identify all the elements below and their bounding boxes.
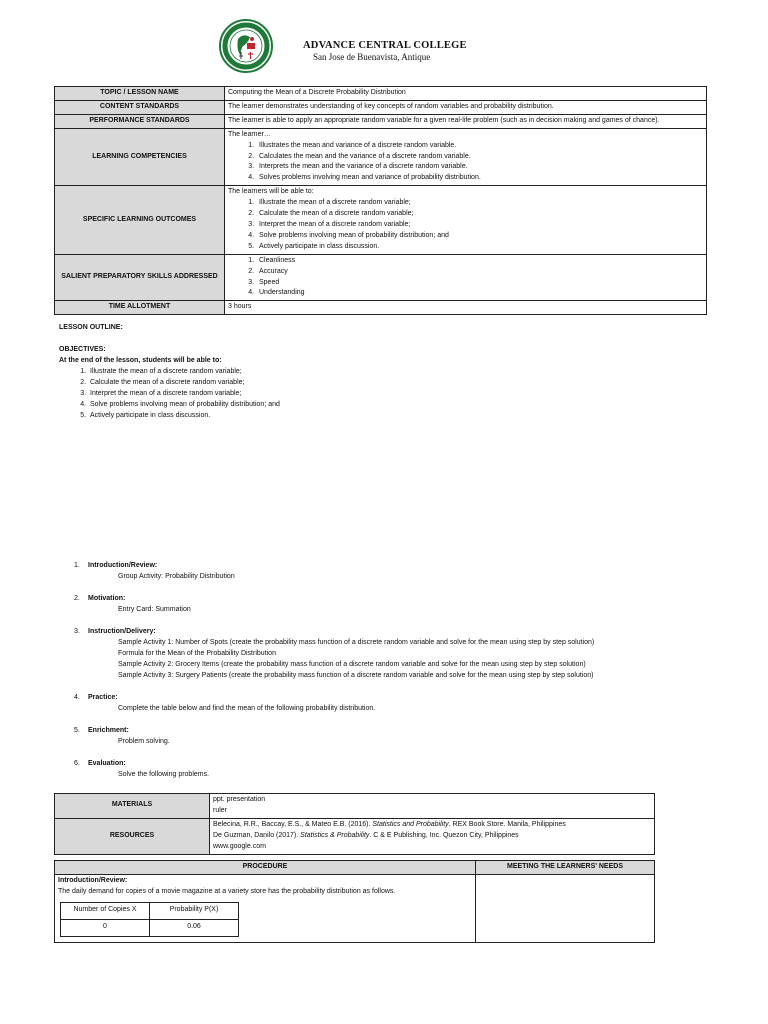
copies-probability-table [60, 902, 239, 937]
resources-value [210, 818, 655, 854]
skills-list [228, 256, 703, 300]
table-row [55, 186, 707, 254]
section-evaluation [74, 759, 210, 781]
content-standards-value: The learner demonstrates understanding of key concepts of random variables and probability distribution. [225, 100, 707, 114]
section-title: Enrichment: [88, 727, 129, 734]
section-title: Introduction/Review: [88, 562, 158, 569]
section-number: 2. [74, 595, 80, 602]
procedure-table [54, 860, 655, 943]
college-name: ADVANCE CENTRAL COLLEGE [303, 40, 467, 51]
competencies-intro: The learner… [228, 130, 271, 138]
section-text: Sample Activity 3: Surgery Patients (create the probability mass function of a discrete random variable and solve for the mean using step by step solution) [118, 671, 594, 679]
list-item: 5. Actively participate in class discussion. [256, 242, 703, 253]
section-number: 4. [74, 694, 80, 701]
section-text: Solve the following problems. [118, 770, 210, 778]
table-row [55, 254, 707, 301]
list-item: 1. Illustrate the mean of a discrete random variable; [88, 367, 280, 378]
specific-outcomes-label: SPECIFIC LEARNING OUTCOMES [55, 186, 225, 254]
learning-competencies-value [225, 128, 707, 186]
objectives-intro: At the end of the lesson, students will be able to: [59, 357, 222, 364]
materials-item: ppt. presentation [213, 796, 266, 803]
table-row [55, 794, 655, 819]
list-item: 2. Calculate the mean of a discrete random variable; [88, 378, 280, 389]
col-header-copies: Number of Copies X [61, 902, 150, 919]
section-title: Instruction/Delivery: [88, 628, 156, 635]
table-row [55, 114, 707, 128]
resources-label: RESOURCES [55, 818, 210, 854]
list-item: 3. Interpret the mean of a discrete random variable; [256, 220, 703, 231]
section-introduction [74, 561, 235, 583]
section-title: Practice: [88, 694, 118, 701]
objectives-list [62, 367, 280, 422]
lesson-outline-title: LESSON OUTLINE: [59, 324, 123, 331]
section-title: Evaluation: [88, 760, 126, 767]
resource-title: Statistics & Probability [300, 831, 370, 839]
list-item: 4. Solve problems involving mean of probability distribution; and [256, 231, 703, 242]
topic-value: Computing the Mean of a Discrete Probability Distribution [225, 87, 707, 101]
procedure-intro-text: The daily demand for copies of a movie magazine at a variety store has the probability distribution as follows. [58, 887, 396, 895]
table-row [55, 128, 707, 186]
section-instruction [74, 627, 595, 682]
time-allotment-label: TIME ALLOTMENT [55, 301, 225, 315]
col-header-probability: Probability P(X) [150, 902, 239, 919]
resource-author: Belecina, R.R., Baccay, E.S., & Mateo E.B. (2016). [213, 820, 373, 828]
resource-item: www.google.com [213, 842, 266, 850]
cell-copies: 0 [61, 919, 150, 936]
list-item: 5. Actively participate in class discussion. [88, 411, 280, 422]
section-number: 1. [74, 562, 80, 569]
list-item: 1. Illustrate the mean of a discrete random variable; [256, 198, 703, 209]
list-item: 4. Solves problems involving mean and variance of probability distribution. [256, 173, 703, 184]
list-item: 2. Calculates the mean and the variance of a discrete random variable. [256, 152, 703, 163]
resource-publisher: . REX Book Store. Manila, Philippines [448, 820, 566, 828]
resource-item [213, 831, 651, 842]
learners-needs-header: MEETING THE LEARNERS' NEEDS [476, 861, 655, 875]
list-item: 3. Interpret the mean of a discrete random variable; [88, 389, 280, 400]
resource-item [213, 820, 651, 831]
list-item: 3. Interprets the mean and the variance of a discrete random variable. [256, 162, 703, 173]
section-number: 5. [74, 727, 80, 734]
outcomes-intro: The learners will be able to: [228, 188, 314, 196]
outcomes-list [228, 198, 703, 253]
procedure-intro-title: Introduction/Review: [58, 876, 128, 884]
list-item: 1. Illustrates the mean and variance of a discrete random variable. [256, 141, 703, 152]
section-text: Formula for the Mean of the Probability Distribution [118, 649, 276, 657]
college-address: San Jose de Buenavista, Antique [313, 52, 431, 62]
section-title: Motivation: [88, 595, 126, 602]
college-seal-logo [219, 19, 273, 73]
section-text: Sample Activity 1: Number of Spots (create the probability mass function of a discrete random variable and solve for the mean using step by step solution) [118, 638, 595, 646]
table-header-row [55, 861, 655, 875]
learning-competencies-label: LEARNING COMPETENCIES [55, 128, 225, 186]
performance-standards-value: The learner is able to apply an appropriate random variable for a given real-life problem (such as in decision making and games of chance). [225, 114, 707, 128]
section-practice [74, 693, 376, 715]
section-text: Problem solving. [118, 737, 170, 745]
table-row [55, 874, 655, 942]
section-number: 6. [74, 760, 80, 767]
section-text: Group Activity: Probability Distribution [118, 572, 235, 580]
topic-label: TOPIC / LESSON NAME [55, 87, 225, 101]
preparatory-skills-value [225, 254, 707, 301]
procedure-cell [55, 874, 476, 942]
resource-title: Statistics and Probability [372, 820, 449, 828]
section-text: Sample Activity 2: Grocery Items (create the probability mass function of a discrete random variable and solve for the mean using step by step solution) [118, 660, 586, 668]
materials-value [210, 794, 655, 819]
table-row [55, 87, 707, 101]
learners-needs-cell [476, 874, 655, 942]
competencies-list [228, 141, 703, 185]
objectives-title: OBJECTIVES: [59, 346, 106, 353]
list-item: 4. Understanding [256, 288, 703, 299]
table-row [61, 919, 239, 936]
section-text: Entry Card: Summation [118, 605, 191, 613]
materials-item: ruler [213, 806, 228, 814]
materials-label: MATERIALS [55, 794, 210, 819]
section-number: 3. [74, 628, 80, 635]
procedure-header: PROCEDURE [55, 861, 476, 875]
table-row [55, 100, 707, 114]
list-item: 4. Solve problems involving mean of probability distribution; and [88, 400, 280, 411]
table-row [55, 818, 655, 854]
performance-standards-label: PERFORMANCE STANDARDS [55, 114, 225, 128]
resource-author: De Guzman, Danilo (2017). [213, 831, 301, 839]
resource-publisher: . C & E Publishing, Inc. Quezon City, Philippines [369, 831, 519, 839]
list-item: 2. Calculate the mean of a discrete random variable; [256, 209, 703, 220]
list-item: 1. Cleanliness [256, 256, 703, 267]
table-row [55, 301, 707, 315]
section-enrichment [74, 726, 170, 748]
content-standards-label: CONTENT STANDARDS [55, 100, 225, 114]
list-item: 3. Speed [256, 278, 703, 289]
section-motivation [74, 594, 191, 616]
cell-probability: 0.06 [150, 919, 239, 936]
lesson-info-table [54, 86, 707, 315]
section-text: Complete the table below and find the mean of the following probability distribution. [118, 704, 376, 712]
time-allotment-value: 3 hours [225, 301, 707, 315]
preparatory-skills-label: SALIENT PREPARATORY SKILLS ADDRESSED [55, 254, 225, 301]
list-item: 2. Accuracy [256, 267, 703, 278]
specific-outcomes-value [225, 186, 707, 254]
table-row [61, 902, 239, 919]
materials-resources-table [54, 793, 655, 855]
